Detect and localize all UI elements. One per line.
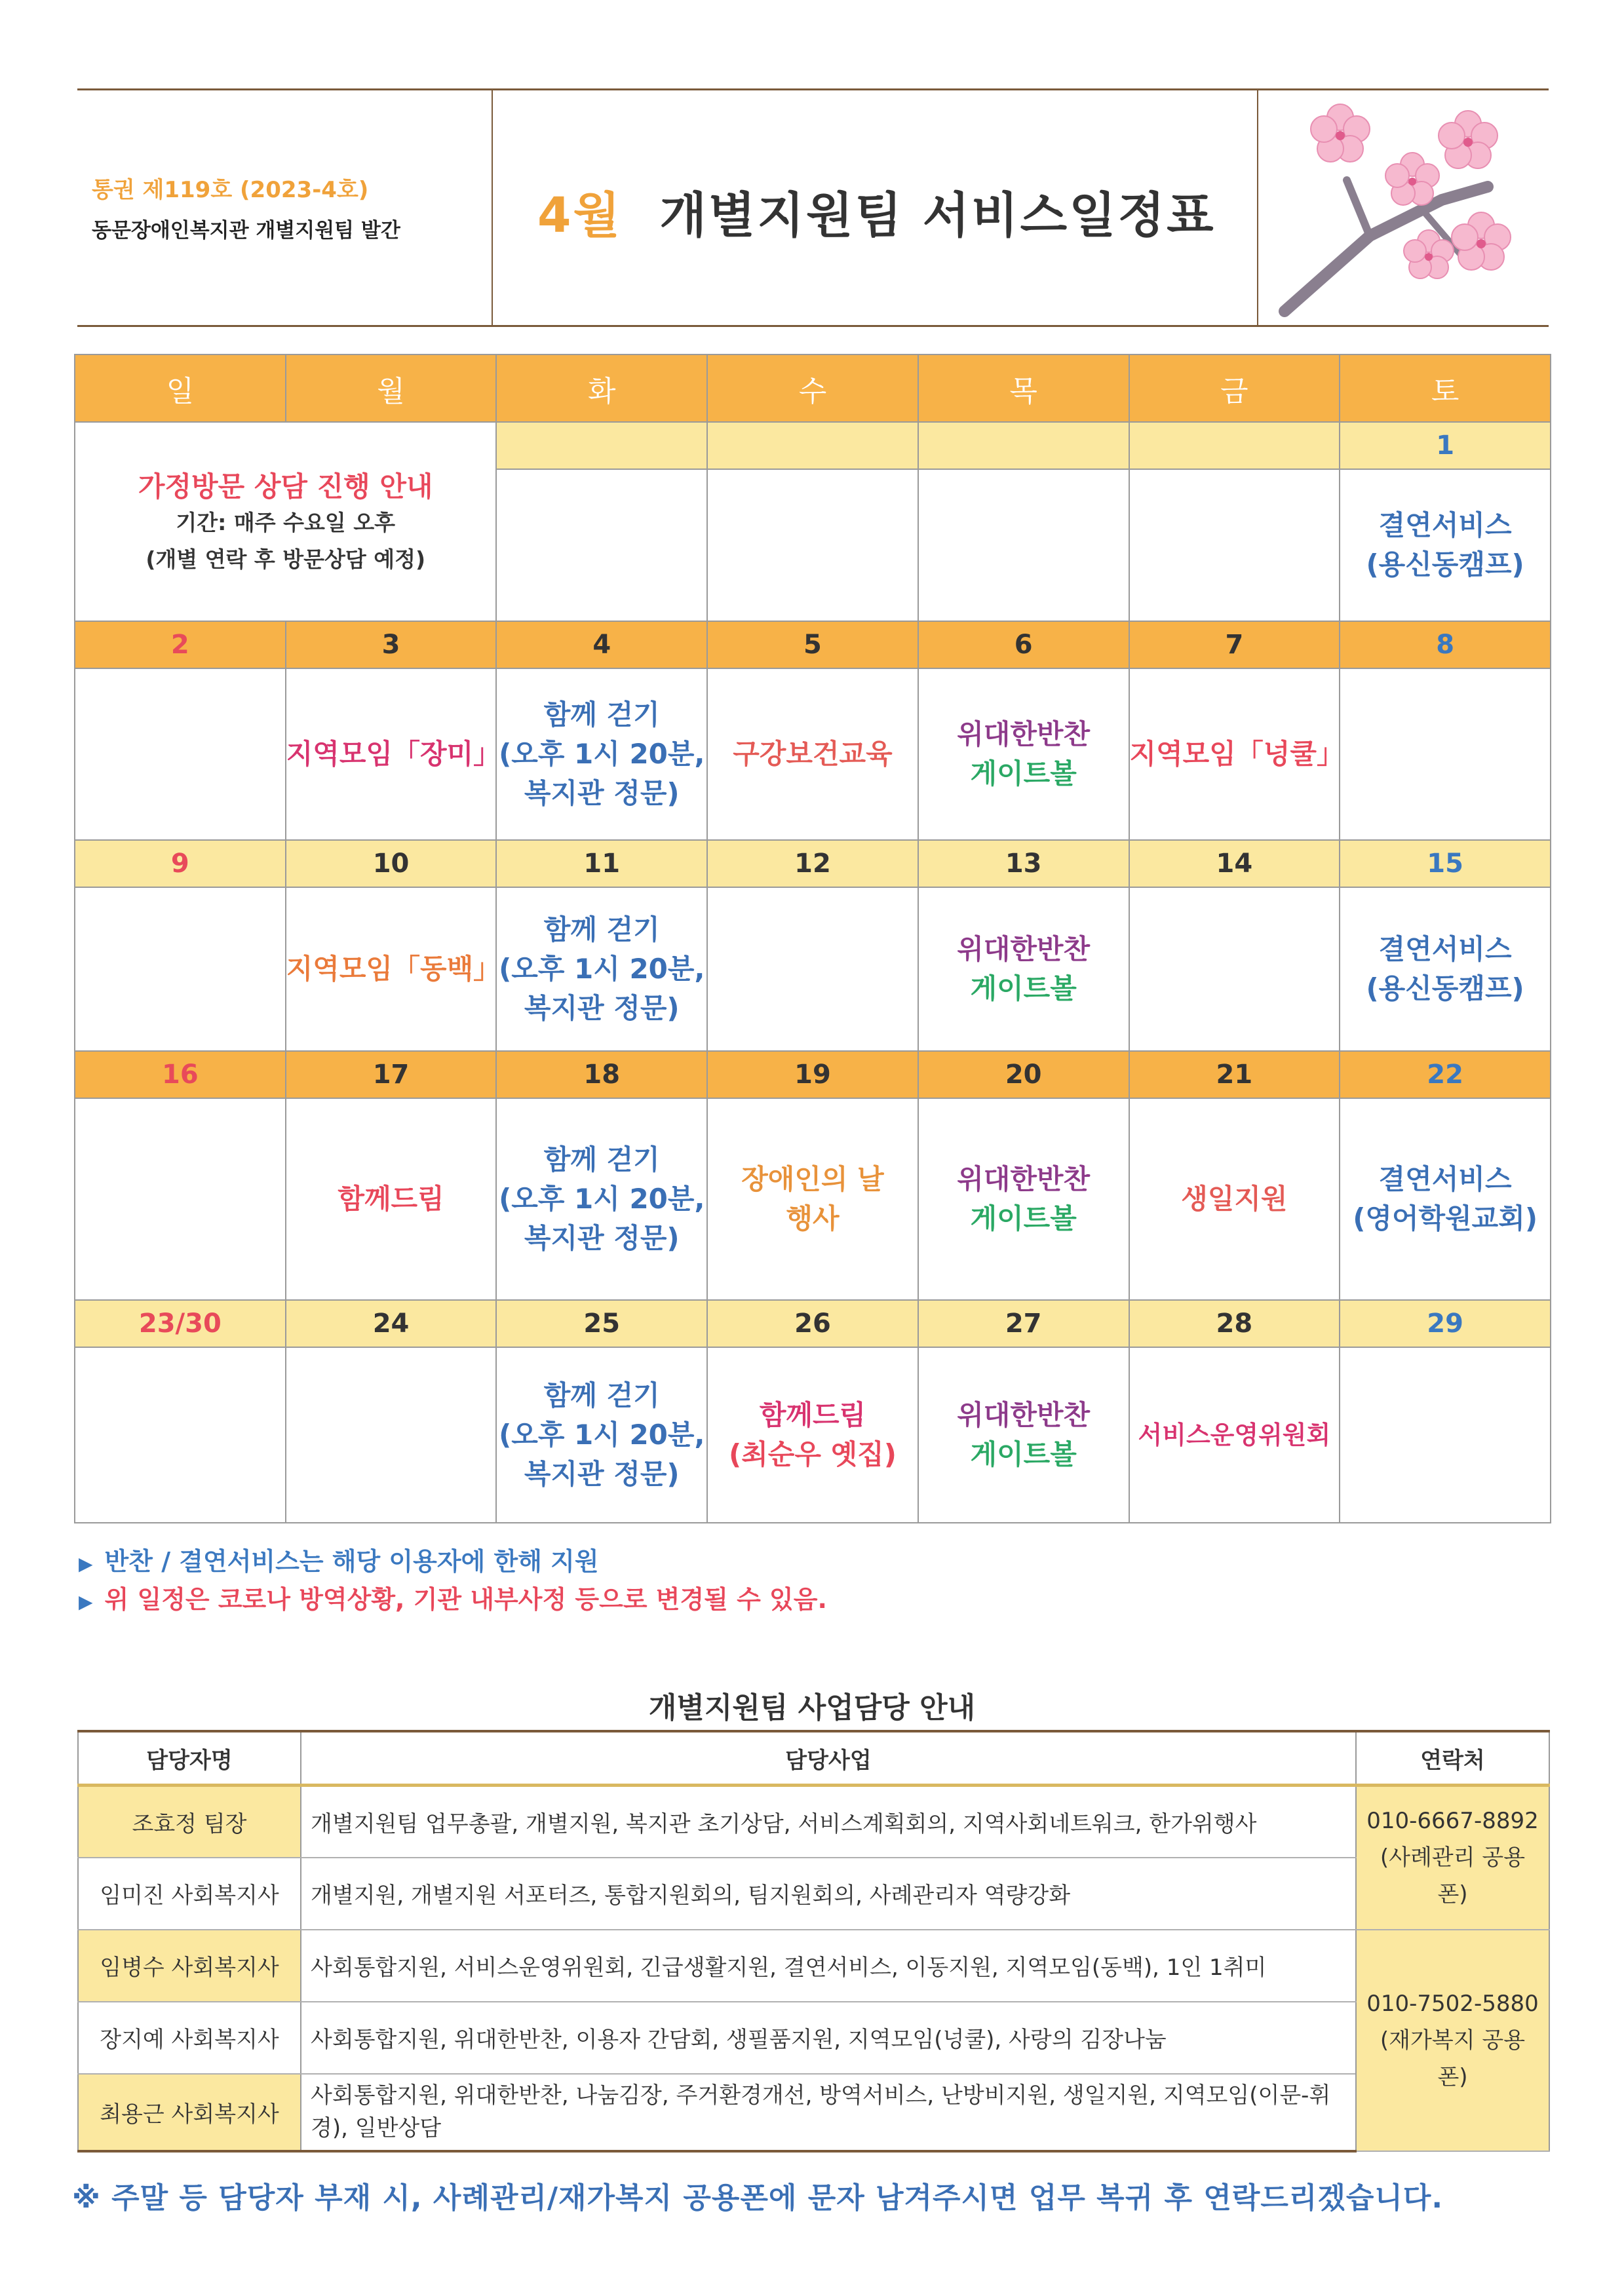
event-cell: 결연서비스 (용신동캠프) <box>1340 469 1551 621</box>
info-title: 가정방문 상담 진행 안내 <box>138 470 433 503</box>
staff-name: 임병수 사회복지사 <box>78 1930 301 2002</box>
table-row <box>78 2002 1549 2074</box>
staff-section-title: 개별지원팀 사업담당 안내 <box>648 1691 976 1725</box>
home-visit-info <box>75 422 496 621</box>
phone-number: 010-7502-5880 <box>1366 1990 1539 2017</box>
header-name: 담당자명 <box>78 1731 301 1786</box>
event-cell: 함께 걷기 (오후 1시 20분, 복지관 정문) <box>496 887 707 1051</box>
footer-notice: ※ 주말 등 담당자 부재 시, 사례관리/재가복지 공용폰에 문자 남겨주시면 업무 복귀 후 연락드리겠습니다. <box>72 2181 1444 2215</box>
header-duty: 담당사업 <box>301 1731 1356 1786</box>
date-cell: 17 <box>286 1051 497 1098</box>
date-cell: 4 <box>496 621 707 668</box>
event-cell: 함께 걷기 (오후 1시 20분, 복지관 정문) <box>496 1347 707 1523</box>
phone-label: (재가복지 공용폰) <box>1380 2027 1526 2090</box>
date-cell: 14 <box>1129 840 1340 887</box>
staff-duty: 사회통합지원, 서비스운영위원회, 긴급생활지원, 결연서비스, 이동지원, 지역모임(동백), 1인 1취미 <box>301 1930 1356 2002</box>
header-bottom-rule <box>77 325 1549 327</box>
event-cell: 결연서비스 (영어학원교회) <box>1340 1098 1551 1300</box>
event-cell: 위대한반찬 게이트볼 <box>918 1347 1129 1523</box>
event-cell: 위대한반찬 게이트볼 <box>918 1098 1129 1300</box>
page-title <box>537 177 1216 246</box>
date-cell: 27 <box>918 1300 1129 1347</box>
date-cell: 5 <box>707 621 918 668</box>
date-cell: 19 <box>707 1051 918 1098</box>
date-cell: 23/30 <box>75 1300 286 1347</box>
date-cell: 11 <box>496 840 707 887</box>
event-cell: 함께 걷기 (오후 1시 20분, 복지관 정문) <box>496 1098 707 1300</box>
weekday-sat: 토 <box>1340 354 1551 422</box>
date-cell: 29 <box>1340 1300 1551 1347</box>
note-change: ▶ 위 일정은 코로나 방역상황, 기관 내부사정 등으로 변경될 수 있음. <box>79 1585 827 1614</box>
date-cell: 7 <box>1129 621 1340 668</box>
staff-name: 장지예 사회복지사 <box>78 2002 301 2074</box>
cherry-blossom-icon <box>1271 102 1540 318</box>
week3-date-row <box>75 1051 1551 1098</box>
info-note: (개별 연락 후 방문상담 예정) <box>145 546 426 572</box>
staff-duty: 개별지원팀 업무총괄, 개별지원, 복지관 초기상담, 서비스계획회의, 지역사회네트워크, 한가위행사 <box>301 1786 1356 1858</box>
event-cell: 지역모임「장미」 <box>286 668 497 840</box>
header-top-rule <box>77 88 1549 90</box>
header-divider-right <box>1257 90 1258 325</box>
event-cell: 지역모임「동백」 <box>286 887 497 1051</box>
week1-date-row <box>75 621 1551 668</box>
date-cell: 20 <box>918 1051 1129 1098</box>
weekday-header-row <box>75 354 1551 422</box>
triangle-bullet-icon: ▶ <box>79 1553 93 1575</box>
date-cell: 18 <box>496 1051 707 1098</box>
event-cell: 위대한반찬 게이트볼 <box>918 887 1129 1051</box>
weekday-tue: 화 <box>496 354 707 422</box>
table-row <box>78 1858 1549 1930</box>
triangle-bullet-icon: ▶ <box>79 1591 93 1613</box>
week4-date-row <box>75 1300 1551 1347</box>
event-cell: 구강보건교육 <box>707 668 918 840</box>
date-cell: 26 <box>707 1300 918 1347</box>
week0-date-row <box>75 422 1551 469</box>
title-text: 개별지원팀 서비스일정표 <box>659 187 1216 244</box>
date-cell: 1 <box>1340 422 1551 469</box>
info-period: 기간: 매주 수요일 오후 <box>176 510 395 535</box>
week3-event-row <box>75 1098 1551 1300</box>
staff-name: 조효정 팀장 <box>78 1786 301 1858</box>
event-cell: 위대한반찬 게이트볼 <box>918 668 1129 840</box>
date-cell: 25 <box>496 1300 707 1347</box>
date-cell: 3 <box>286 621 497 668</box>
contact-case <box>1356 1786 1549 1930</box>
title-month: 4월 <box>537 187 622 244</box>
weekday-fri: 금 <box>1129 354 1340 422</box>
date-cell: 9 <box>75 840 286 887</box>
week4-event-row <box>75 1347 1551 1523</box>
note-support: ▶ 반찬 / 결연서비스는 해당 이용자에 한해 지원 <box>79 1547 599 1576</box>
staff-duty: 개별지원, 개별지원 서포터즈, 통합지원회의, 팀지원회의, 사례관리자 역량강화 <box>301 1858 1356 1930</box>
event-cell: 결연서비스 (용신동캠프) <box>1340 887 1551 1051</box>
date-cell: 15 <box>1340 840 1551 887</box>
event-cell: 함께 걷기 (오후 1시 20분, 복지관 정문) <box>496 668 707 840</box>
weekday-wed: 수 <box>707 354 918 422</box>
phone-number: 010-6667-8892 <box>1366 1808 1539 1835</box>
table-row <box>78 2074 1549 2151</box>
event-cell: 함께드림 (최순우 옛집) <box>707 1347 918 1523</box>
event-cell: 함께드림 <box>286 1098 497 1300</box>
date-cell: 13 <box>918 840 1129 887</box>
event-cell: 지역모임「넝쿨」 <box>1129 668 1340 840</box>
date-cell: 22 <box>1340 1051 1551 1098</box>
publisher: 동문장애인복지관 개별지원팀 발간 <box>92 219 400 242</box>
event-cell: 장애인의 날 행사 <box>707 1098 918 1300</box>
date-cell: 21 <box>1129 1051 1340 1098</box>
staff-name: 임미진 사회복지사 <box>78 1858 301 1930</box>
weekday-sun: 일 <box>75 354 286 422</box>
header-divider-left <box>492 90 493 325</box>
issue-number: 통권 제119호 (2023-4호) <box>92 177 369 203</box>
date-cell: 10 <box>286 840 497 887</box>
contact-home <box>1356 1930 1549 2151</box>
table-row <box>78 1930 1549 2002</box>
date-cell: 12 <box>707 840 918 887</box>
staff-header-row <box>78 1731 1549 1786</box>
event-cell: 서비스운영위원회 <box>1129 1347 1340 1523</box>
schedule-calendar <box>74 354 1551 1523</box>
date-cell: 6 <box>918 621 1129 668</box>
header-contact: 연락처 <box>1356 1731 1549 1786</box>
date-cell: 24 <box>286 1300 497 1347</box>
event-cell: 생일지원 <box>1129 1098 1340 1300</box>
weekday-thu: 목 <box>918 354 1129 422</box>
staff-duty: 사회통합지원, 위대한반찬, 나눔김장, 주거환경개선, 방역서비스, 난방비지원, 생일지원, 지역모임(이문-휘경), 일반상담 <box>301 2074 1356 2151</box>
week1-event-row <box>75 668 1551 840</box>
date-cell: 8 <box>1340 621 1551 668</box>
date-cell: 2 <box>75 621 286 668</box>
staff-name: 최용근 사회복지사 <box>78 2074 301 2151</box>
date-cell: 16 <box>75 1051 286 1098</box>
phone-label: (사례관리 공용폰) <box>1380 1845 1526 1908</box>
week2-date-row <box>75 840 1551 887</box>
week2-event-row <box>75 887 1551 1051</box>
table-row <box>78 1786 1549 1858</box>
date-cell: 28 <box>1129 1300 1340 1347</box>
weekday-mon: 월 <box>286 354 497 422</box>
staff-duty: 사회통합지원, 위대한반찬, 이용자 간담회, 생필품지원, 지역모임(넝쿨), 사랑의 김장나눔 <box>301 2002 1356 2074</box>
staff-table <box>77 1730 1550 2152</box>
